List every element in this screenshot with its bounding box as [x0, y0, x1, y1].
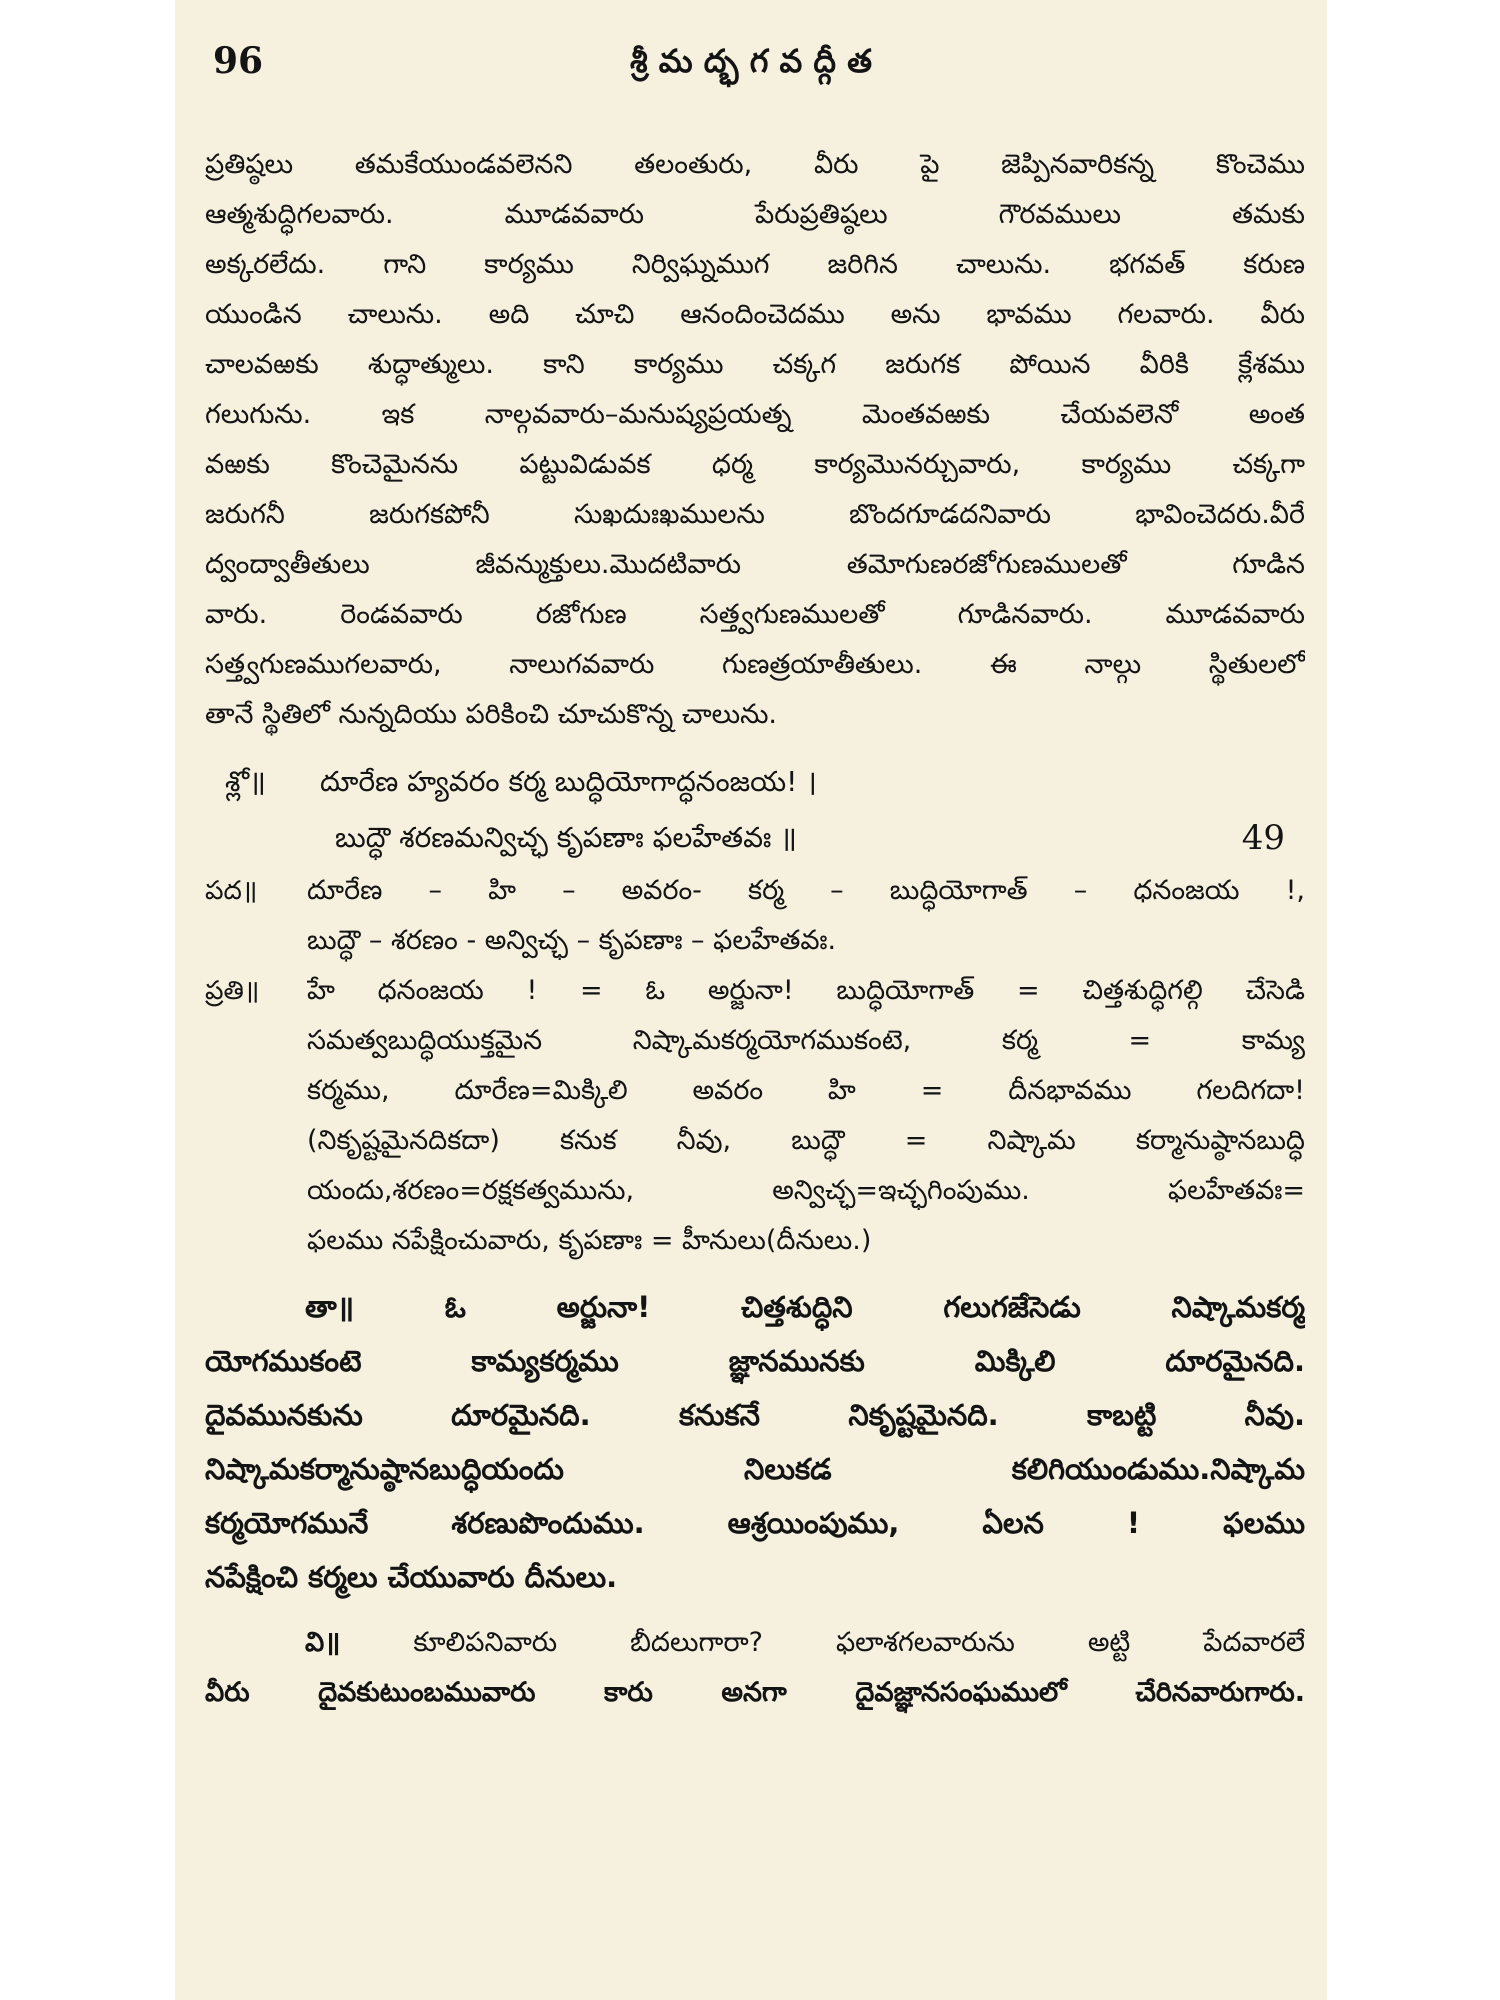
verse-block — [205, 754, 1305, 866]
text-line: ఆత్మశుద్ధిగలవారు. మూడవవారు పేరుప్రతిష్ఠలు గౌరవములు తమకు — [205, 199, 1305, 230]
gloss-text: కర్మము, దూరేణ=మిక్కిలి అవరం హి = దీనభావము గలదిగదా! — [307, 1075, 1305, 1106]
verse-label: శ్లో॥ — [225, 765, 266, 798]
text-line: ప్రతిష్ఠలు తమకేయుండవలెనని తలంతురు, వీరు పై జెప్పినవారికన్న కొంచెము — [205, 149, 1305, 180]
text-line: జరుగనీ జరుగకపోనీ సుఖదుఃఖములను బొందగూడదనివారు భావించెదరు.వీరే — [205, 499, 1305, 530]
vivarana-line: వీరు దైవకుటుంబమువారు కారు అనగా దైవజ్ఞానసంఘములో చేరినవారుగారు. — [205, 1677, 1305, 1708]
gloss-line — [205, 1166, 1305, 1216]
verse-number: 49 — [1241, 818, 1285, 858]
tatparyam-block — [205, 1280, 1305, 1604]
vivarana-block — [205, 1618, 1305, 1718]
verse-text: దూరేణ హ్యవరం కర్మ బుద్ధియోగాద్ధనంజయ! । — [320, 765, 817, 798]
gloss-line — [205, 1016, 1305, 1066]
gloss-text: సమత్వబుద్ధియుక్తమైన నిష్కామకర్మయోగముకంటె, కర్మ = కామ్య — [307, 1025, 1305, 1056]
vivarana-label: వి॥ — [305, 1627, 341, 1658]
text-line: గలుగును. ఇక నాల్గవవారు–మనుష్యప్రయత్న మెంతవఱకు చేయవలెనో అంత — [205, 399, 1305, 430]
tatparyam-line — [205, 1280, 1305, 1334]
verse-line — [205, 810, 1305, 866]
gloss-line — [205, 916, 1305, 966]
prati-block — [205, 966, 1305, 1266]
text-line: ద్వంద్వాతీతులు జీవన్ముక్తులు.మొదటివారు తమోగుణరజోగుణములతో గూడిన — [205, 549, 1305, 580]
verse-text: బుద్ధౌ శరణమన్విచ్ఛ కృపణాః ఫలహేతవః ॥ — [335, 821, 797, 854]
text-line: వారు. రెండవవారు రజోగుణ సత్త్వగుణములతో గూడినవారు. మూడవవారు — [205, 599, 1305, 630]
tatparyam-line: కర్మయోగమునే శరణుపొందుము. ఆశ్రయింపుము, ఏలన ! ఫలము — [205, 1506, 1305, 1540]
gloss-line — [205, 1116, 1305, 1166]
pada-block — [205, 866, 1305, 966]
verse-line — [205, 754, 1305, 810]
text-line: వఱకు కొంచెమైనను పట్టువిడువక ధర్మ కార్యమొనర్చువారు, కార్యము చక్కగా — [205, 449, 1305, 480]
page-number: 96 — [213, 40, 264, 82]
tatparyam-line: యోగముకంటె కామ్యకర్మము జ్ఞానమునకు మిక్కిలి దూరమైనది. — [205, 1344, 1305, 1378]
vivarana-line — [205, 1618, 1305, 1668]
gloss-line — [205, 1066, 1305, 1116]
text-line: సత్త్వగుణముగలవారు, నాలుగవవారు గుణత్రయాతీతులు. ఈ నాల్గు స్థితులలో — [205, 649, 1305, 680]
gloss-line — [205, 1216, 1305, 1266]
page-body — [205, 140, 1305, 1718]
prati-label: ప్రతి॥ — [205, 976, 260, 1006]
gloss-text: (నికృష్టమైనదికదా) కనుక నీవు, బుద్ధౌ = నిష్కామ కర్మానుష్ఠానబుద్ధి — [307, 1125, 1305, 1156]
text-line: యుండిన చాలును. అది చూచి ఆనందించెదము అను భావము గలవారు. వీరు — [205, 299, 1305, 330]
text-line: తానే స్థితిలో నున్నదియు పరికించి చూచుకొన్న చాలును. — [205, 699, 778, 730]
page-header — [175, 40, 1327, 100]
text-line: చాలవఱకు శుద్ధాత్ములు. కాని కార్యము చక్కగ జరుగక పోయిన వీరికి క్లేశము — [205, 349, 1305, 380]
tatparyam-line: నపేక్షించి కర్మలు చేయువారు దీనులు. — [205, 1560, 618, 1594]
vivarana-text: కూలిపనివారు బీదలుగారా? ఫలాశగలవారును అట్టి పేదవారలే — [413, 1627, 1305, 1658]
gloss-text: యందు,శరణం=రక్షకత్వమును, అన్విచ్ఛ=ఇచ్ఛగింపుము. ఫలహేతవః= — [307, 1175, 1305, 1206]
text-line: అక్కరలేదు. గాని కార్యము నిర్విఘ్నముగ జరిగిన చాలును. భగవత్ కరుణ — [205, 249, 1305, 280]
tatparyam-line: నిష్కామకర్మానుష్ఠానబుద్ధియందు నిలుకడ కలిగియుండుము.నిష్కామ — [205, 1452, 1305, 1486]
running-title: శ్రీ మ ద్భ గ వ ద్గీ త — [629, 42, 873, 80]
book-page — [175, 0, 1327, 2000]
tatparyam-text: ఓ అర్జునా! చిత్తశుద్ధిని గలుగజేసెడు నిష్కామకర్మ — [444, 1290, 1305, 1324]
gloss-line — [205, 866, 1305, 916]
commentary-paragraph — [205, 140, 1305, 740]
tatparyam-label: తా॥ — [305, 1290, 355, 1324]
gloss-text: దూరేణ – హి – అవరం- కర్మ – బుద్ధియోగాత్ – ధనంజయ !, — [307, 875, 1305, 906]
gloss-text: హే ధనంజయ ! = ఓ అర్జునా! బుద్ధియోగాత్ = చిత్తశుద్ధిగల్గి చేసెడి — [307, 975, 1305, 1006]
gloss-text: బుద్ధౌ – శరణం - అన్విచ్ఛ – కృపణాః – ఫలహేతవః. — [307, 925, 837, 956]
gloss-line — [205, 966, 1305, 1016]
tatparyam-line: దైవమునకును దూరమైనది. కనుకనే నికృష్టమైనది. కాబట్టి నీవు. — [205, 1398, 1305, 1432]
gloss-text: ఫలము నపేక్షించువారు, కృపణాః = హీనులు(దీనులు.) — [307, 1225, 872, 1256]
pada-label: పద॥ — [205, 876, 258, 906]
